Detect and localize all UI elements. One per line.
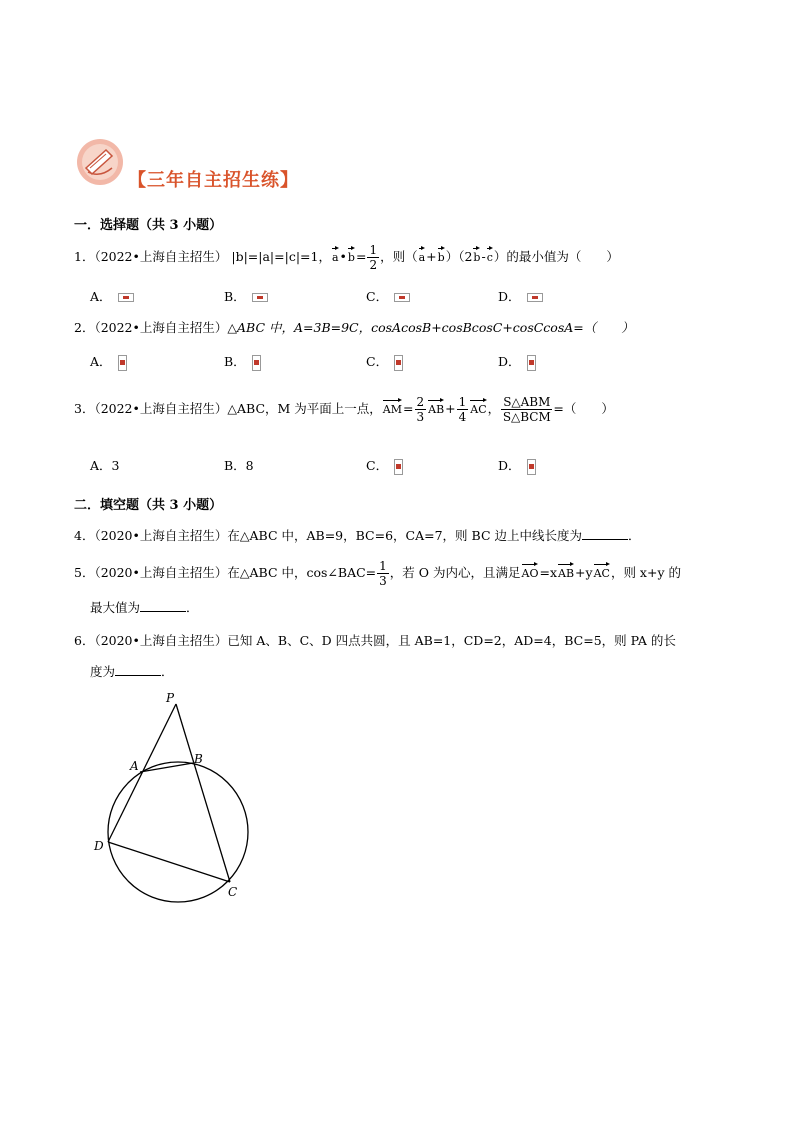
- q2-option-c-label: C．: [366, 354, 389, 369]
- question-5-line2: [90, 598, 199, 616]
- q3-option-b[interactable]: B．8: [224, 458, 254, 473]
- question-3: 3．（2022•上海自主招生）△ABC，M 为平面上一点，AM= $\frac{2}{3}$ AB+ $\frac{1}{4}$ AC， $\frac{\text{S△ABM}}{\text{S△BCM}}$ =（ ）: [74, 395, 614, 424]
- broken-image-icon: [527, 293, 543, 302]
- q1-option-b-label: B．: [224, 289, 246, 304]
- q1-plus: +: [426, 249, 437, 264]
- q1-source: （2022•上海自主招生）: [94, 249, 228, 264]
- broken-image-icon: [252, 293, 268, 302]
- label-p: P: [166, 691, 175, 705]
- q1-vector-b2: b: [438, 246, 445, 264]
- q4-text: 4．（2020•上海自主招生）在△ABC 中，AB=9，BC=6，CA=7，则 BC 边上中线长度为: [74, 528, 582, 543]
- q5-end: ．: [186, 600, 199, 615]
- question-4: [74, 526, 641, 544]
- q2-option-b-label: B．: [224, 354, 246, 369]
- label-c: C: [228, 885, 238, 899]
- q1-fraction-num: 1: [369, 243, 378, 257]
- q1-number: 1．: [74, 249, 95, 264]
- broken-image-icon: [118, 355, 127, 371]
- question-6-line2: [90, 662, 174, 680]
- q1-fraction: [367, 244, 379, 271]
- q1-vector-a: a: [332, 246, 339, 264]
- q1-vector-b: b: [348, 246, 355, 264]
- question-2: [74, 318, 634, 336]
- q1-vector-a2: a: [419, 246, 426, 264]
- q2-number: 2．: [74, 320, 95, 335]
- q1-vector-b3: b: [473, 246, 480, 264]
- q5-frac-num: 1: [379, 559, 387, 573]
- q2-option-a[interactable]: [90, 352, 127, 371]
- q1-mid: ）（2: [445, 249, 473, 264]
- label-b: B: [194, 752, 203, 766]
- q2-text: △ABC 中，A=3B=9C，cosAcosB+cosBcosC+cosCcosA=（ ）: [227, 320, 634, 335]
- q1-option-a-label: A．: [90, 289, 112, 304]
- segment-dc: [108, 842, 230, 882]
- broken-image-icon: [118, 293, 134, 302]
- cyclic-quadrilateral-figure: [80, 684, 270, 904]
- section-logo-icon: [76, 138, 124, 186]
- section-heading-choice: 一．选择题（共 3 小题）: [74, 218, 223, 233]
- q1-then: ，则（: [380, 249, 418, 264]
- q1-fraction-den: 2: [369, 258, 378, 272]
- q5-tail: ，则 x+y 的: [610, 565, 681, 580]
- q3-ratio-den: S△BCM: [502, 410, 551, 424]
- q2-option-a-label: A．: [90, 354, 112, 369]
- q1-minus: -: [481, 249, 486, 264]
- broken-image-icon: [527, 355, 536, 371]
- q3-vector-ac: AC: [470, 398, 486, 416]
- question-5: [74, 560, 681, 587]
- answer-blank[interactable]: [140, 599, 186, 612]
- q3-fraction-1: [415, 396, 427, 423]
- q5-plusy: +y: [575, 565, 593, 580]
- label-a: A: [130, 759, 139, 773]
- q1-option-b[interactable]: [224, 287, 268, 305]
- q6-line2-text: 度为: [90, 664, 116, 679]
- q5-frac-den: 3: [379, 574, 387, 588]
- q6-end: ．: [161, 664, 174, 679]
- broken-image-icon: [394, 459, 403, 475]
- broken-image-icon: [527, 459, 536, 475]
- q3-f2-num: 1: [458, 395, 467, 409]
- q3-option-d[interactable]: [498, 456, 536, 475]
- q5-vector-ab: AB: [558, 562, 574, 580]
- q1-equals: =: [355, 249, 367, 264]
- q3-f2-den: 4: [458, 410, 467, 424]
- q6-line1: 6．（2020•上海自主招生）已知 A、B、C、D 四点共圆，且 AB=1，CD=2，AD=4，BC=5，则 PA 的长: [74, 633, 676, 648]
- question-1: [74, 244, 619, 271]
- broken-image-icon: [394, 293, 410, 302]
- q3-vector-am: AM: [383, 398, 402, 416]
- q3-ratio-num: S△ABM: [503, 395, 551, 409]
- label-d: D: [94, 839, 104, 853]
- q5-vector-ac: AC: [594, 562, 610, 580]
- q2-source: （2022•上海自主招生）: [94, 320, 228, 335]
- answer-blank[interactable]: [115, 663, 161, 676]
- q3-option-c-label: C．: [366, 458, 389, 473]
- q3-option-d-label: D．: [498, 458, 521, 473]
- q2-option-d[interactable]: [498, 352, 536, 371]
- q1-condition: |b|=|a|=|c|=1，: [231, 249, 331, 264]
- q1-tail: ）的最小值为（ ）: [493, 249, 619, 264]
- broken-image-icon: [394, 355, 403, 371]
- q1-option-a[interactable]: [90, 287, 134, 305]
- q1-option-d-label: D．: [498, 289, 521, 304]
- q1-option-c[interactable]: [366, 287, 410, 305]
- answer-blank[interactable]: [582, 527, 628, 540]
- q1-option-c-label: C．: [366, 289, 389, 304]
- q5-cos: cos∠BAC=: [306, 565, 377, 580]
- line-pd: [108, 704, 176, 842]
- q5-mid: ，若 O 为内心，且满足: [389, 565, 521, 580]
- q2-option-d-label: D．: [498, 354, 521, 369]
- q3-vector-ab: AB: [428, 398, 444, 416]
- q3-option-c[interactable]: [366, 456, 403, 475]
- q2-option-c[interactable]: [366, 352, 403, 371]
- q4-end: ．: [627, 528, 641, 543]
- q5-pre: 5．（2020•上海自主招生）在△ABC 中，: [74, 565, 307, 580]
- segment-ab: [140, 763, 193, 772]
- q3-source: （2022•上海自主招生）: [94, 401, 228, 416]
- q3-fraction-2: [457, 396, 469, 423]
- line-pc: [176, 704, 230, 882]
- q5-fraction: [377, 560, 389, 587]
- q3-option-a[interactable]: A．3: [90, 458, 120, 473]
- q3-tail: =（ ）: [553, 401, 614, 416]
- q3-text: △ABC，M 为平面上一点，: [227, 401, 382, 416]
- q3-number: 3．: [74, 401, 95, 416]
- banner-title: 【三年自主招生练】: [128, 170, 299, 191]
- q3-area-ratio: [501, 396, 552, 423]
- q5-vector-ao: AO: [522, 562, 539, 580]
- broken-image-icon: [252, 355, 261, 371]
- q5-line2-text: 最大值为: [90, 600, 141, 615]
- q3-f1-num: 2: [416, 395, 425, 409]
- q2-option-b[interactable]: [224, 352, 261, 371]
- q1-option-d[interactable]: [498, 287, 543, 305]
- question-6: [74, 631, 676, 649]
- q5-eqx: =x: [539, 565, 557, 580]
- section-heading-fill: 二．填空题（共 3 小题）: [74, 498, 223, 513]
- q1-dot: •: [339, 249, 347, 264]
- q3-f1-den: 3: [416, 410, 425, 424]
- q1-vector-c: c: [487, 246, 493, 264]
